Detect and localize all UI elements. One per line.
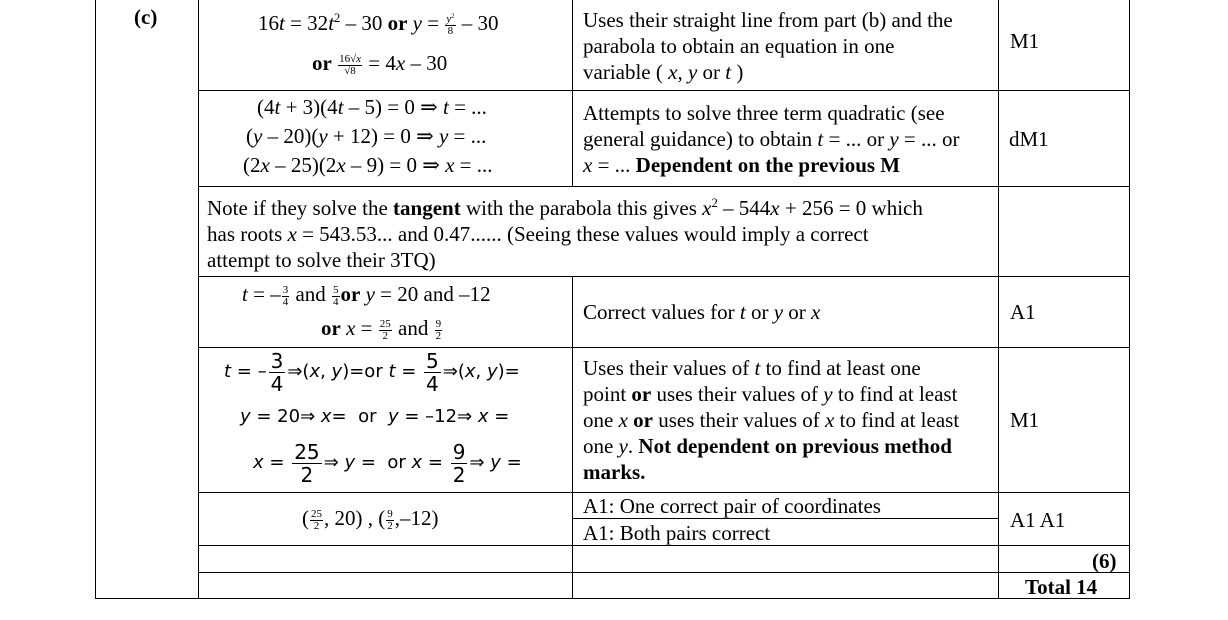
note-line: A1: Both pairs correct [583,521,771,545]
mark-value: A1 [1010,300,1036,324]
working-line: $16t = 32t^2 - 30$ or y = $\frac{y^2}{8}$ – 30 [258,11,499,37]
note-line: Uses their straight line from part (b) and the [583,8,953,32]
working-line: (4t + 3)(4t – 5) = 0 ⇒ t = ... [257,95,487,119]
note-line: Attempts to solve three term quadratic (see [583,101,945,125]
mark-value: M1 [1010,29,1040,53]
note-line: variable ( x, y or t ) [583,60,744,84]
working-line: t = – $\frac{3}{4}$ and $\frac{5}{4}$ or y = 20 and –12 [242,282,491,308]
note-line: x = ... Dependent on the previous M [583,153,901,177]
note-line: point or uses their values of y to find at least [583,382,958,406]
working-line: or $\frac{16√x}{√8}$ = 4x – 30 [312,51,448,77]
part-label: (c) [134,5,158,29]
note-line: A1: One correct pair of coordinates [583,494,881,518]
note-line: marks. [583,460,646,484]
note-line: one x or uses their values of x to find at least [583,408,960,432]
total: Total 14 [1025,575,1098,599]
working-line: (y – 20)(y + 12) = 0 ⇒ y = ... [246,124,487,148]
note-line: Note if they solve the tangent with the parabola this gives $x^2 - 544x + 256 = 0$ which [207,196,923,220]
working-line: (2x – 25)(2x – 9) = 0 ⇒ x = ... [243,153,493,177]
note-line: Correct values for t or y or x [583,300,821,324]
note-line: parabola to obtain an equation in one [583,34,895,58]
note-line: one y. Not dependent on previous method [583,434,952,458]
mark-value: M1 [1010,408,1040,432]
note-line: has roots x = 543.53... and 0.47...... (Seeing these values would imply a correct [207,222,869,246]
working-line: x = $\frac{25}{2}$ ⇒ y = or x = $\frac{9}{2}$ ⇒ y = [253,439,522,487]
note-line: attempt to solve their 3TQ) [207,248,436,272]
working-line: or x = $\frac{25}{2}$ and $\frac{9}{2}$ [321,316,442,342]
subtotal: (6) [1092,549,1117,573]
note-line: Uses their values of t to find at least one [583,356,921,380]
working-line: t = – $\frac{3}{4}$ ⇒(x, y)=or t = $\frac{5}{4}$ ⇒(x, y)= [224,348,520,396]
mark-value: dM1 [1009,127,1049,151]
mark-value: A1 A1 [1010,508,1066,532]
working-line: y = 20⇒ x= or y = –12⇒ x = [240,406,510,427]
working-line: ( $\frac{25}{2}$ , 20) , ( $\frac{9}{2}$ ,–12) [302,506,439,532]
note-line: general guidance) to obtain t = ... or y = ... or [583,127,960,151]
